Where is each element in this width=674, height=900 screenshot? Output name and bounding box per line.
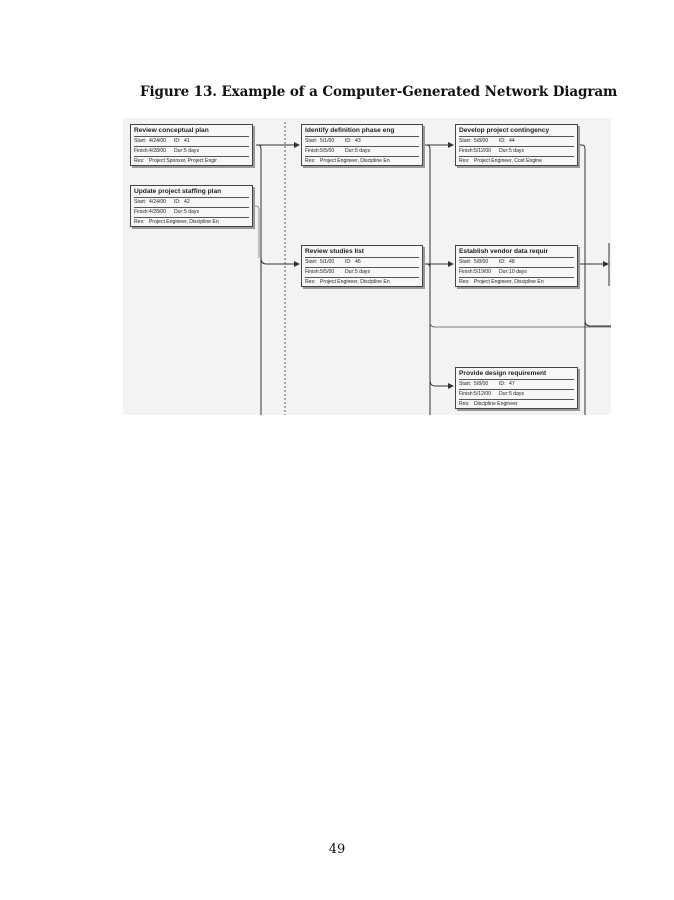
task-finish: 5/5/00 (320, 269, 335, 276)
task-name: Identify definition phase eng (305, 127, 395, 134)
task-duration: 10 days (509, 269, 527, 276)
connector-46-47 (430, 380, 453, 386)
task-node[interactable]: Provide design requirement Start: 5/8/00 ID: 47 Finish:5/12/00 Dur:5 days Res: Discipline Engineer (455, 367, 578, 409)
connector-line (256, 145, 261, 415)
task-name: Establish vendor data requir (459, 248, 549, 255)
task-id: 41 (184, 138, 190, 144)
task-duration: 5 days (184, 209, 200, 216)
task-resources: Project Engineer, Cost Engine (474, 158, 542, 165)
connector-41-46 (261, 258, 299, 264)
task-name: Develop project contingency (459, 127, 550, 134)
task-node[interactable]: Identify definition phase eng Start: 5/1/00 ID: 43 Finish:5/5/00 Dur:5 days Res: Project Engineer, Discipline En (301, 124, 423, 166)
task-start: 5/8/00 (474, 138, 489, 144)
task-id: 44 (509, 138, 515, 144)
task-start: 5/8/00 (474, 259, 489, 265)
task-name: Review studies list (305, 248, 364, 255)
task-finish: 4/28/00 (149, 209, 166, 216)
task-duration: 5 days (509, 391, 525, 398)
task-finish: 5/12/00 (474, 148, 491, 155)
task-node[interactable]: Develop project contingency Start: 5/8/00 ID: 44 Finish:5/12/00 Dur:5 days Res: Project Engineer, Cost Engine (455, 124, 578, 166)
task-resources: Project Sponsor, Project Engir (149, 158, 217, 165)
page-number: 49 (328, 842, 346, 857)
connector-line (253, 206, 259, 258)
task-resources: Project Engineer, Discipline En (474, 279, 544, 286)
task-node[interactable]: Update project staffing plan Start: 4/24/00 ID: 42 Finish:4/28/00 Dur:5 days Res: Project Engineer, Discipline En (130, 185, 253, 227)
task-start: 4/24/00 (149, 138, 166, 144)
task-node[interactable]: Establish vendor data requir Start: 5/8/00 ID: 48 Finish:5/19/00 Dur:10 days Res: Project Engineer, Discipline En (455, 245, 578, 287)
task-duration: 5 days (355, 269, 371, 276)
task-id: 47 (509, 381, 515, 387)
figure-caption: Figure 13. Example of a Computer-Generated Network Diagram (140, 84, 618, 100)
task-node[interactable]: Review conceptual plan Start: 4/24/00 ID: 41 Finish:4/28/00 Dur:5 days Res: Project Sponsor, Project Engir (130, 124, 253, 166)
connector-line (423, 145, 430, 415)
task-duration: 5 days (355, 148, 371, 155)
network-diagram (123, 118, 611, 415)
task-finish: 5/19/00 (474, 269, 491, 276)
task-resources: Project Engineer, Discipline En (320, 279, 390, 286)
task-id: 46 (355, 259, 361, 265)
task-id: 42 (184, 199, 190, 205)
task-resources: Project Engineer, Discipline En (320, 158, 390, 165)
task-start: 5/1/00 (320, 138, 335, 144)
task-name: Update project staffing plan (134, 188, 222, 195)
task-resources: Project Engineer, Discipline En (149, 219, 219, 226)
task-resources: Discipline Engineer (474, 401, 518, 408)
connector-line (578, 145, 585, 415)
task-start: 5/1/00 (320, 259, 335, 265)
task-finish: 5/12/00 (474, 391, 491, 398)
connector-line (585, 320, 611, 326)
connector-line (430, 322, 611, 327)
task-start: 4/24/00 (149, 199, 166, 205)
task-id: 43 (355, 138, 361, 144)
task-duration: 5 days (184, 148, 200, 155)
task-finish: 5/5/00 (320, 148, 335, 155)
task-name: Provide design requirement (459, 370, 547, 377)
task-finish: 4/28/00 (149, 148, 166, 155)
task-id: 48 (509, 259, 515, 265)
task-name: Review conceptual plan (134, 127, 209, 134)
task-start: 5/8/00 (474, 381, 489, 387)
task-duration: 5 days (509, 148, 525, 155)
task-node[interactable]: Review studies list Start: 5/1/00 ID: 46 Finish:5/5/00 Dur:5 days Res: Project Engineer, Discipline En (301, 245, 423, 287)
